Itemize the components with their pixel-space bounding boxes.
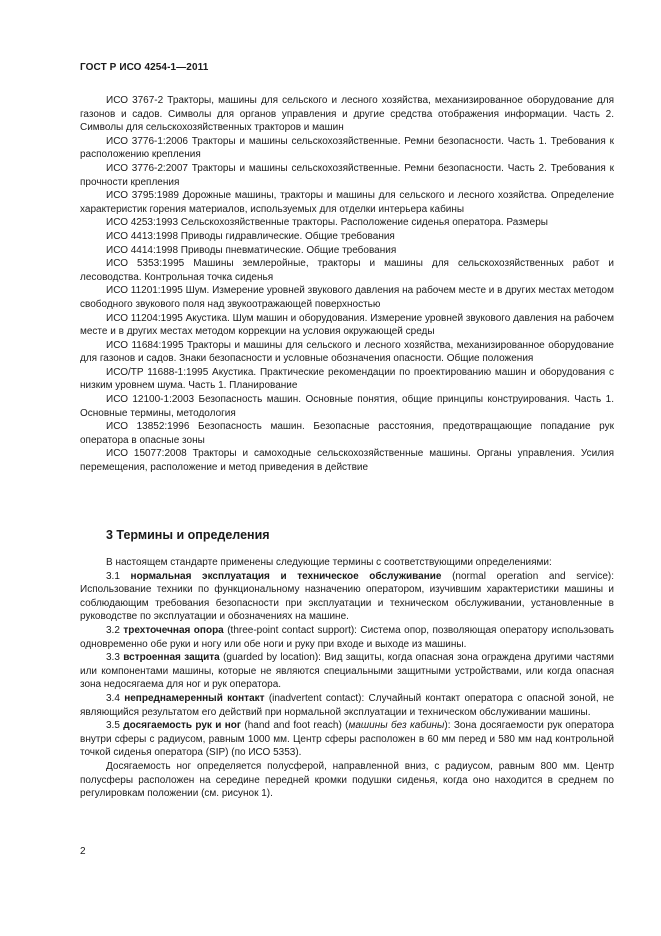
definition-text: Использование техники по функциональному назначению оператором, изучившим характеристики машины и соблюдающим требования безопасности при эксплуатации и техническом обслуживании, установленные в руководстве по эксплуатации и обозначениях на машине. <box>80 584 614 623</box>
definition-term: досягаемость рук и ног <box>123 720 242 732</box>
definition-3-5 <box>80 719 614 760</box>
definition-qualifier: машины без кабины <box>348 720 445 732</box>
reference-item: ИСО 11684:1995 Тракторы и машины для сельского и лесного хозяйства, механизированное оборудование для газонов и садов. Знаки безопасности и условные обозначения опасности. Общие положения <box>80 339 614 365</box>
definition-3-1 <box>80 570 614 624</box>
definition-term: встроенная защита <box>123 652 220 664</box>
definition-term: трехточечная опора <box>123 624 224 636</box>
definition-term: нормальная эксплуатация и техническое обслуживание <box>130 570 442 582</box>
definition-number: 3.3 <box>106 652 120 664</box>
reference-item: ИСО 15077:2008 Тракторы и самоходные сельскохозяйственные машины. Органы управления. Усилия перемещения, расположение и метод приведения в действие <box>80 448 614 474</box>
reference-item: ИСО 4414:1998 Приводы пневматические. Общие требования <box>106 244 397 256</box>
definition-number: 3.4 <box>106 692 120 704</box>
definition-term: непреднамеренный контакт <box>124 692 265 704</box>
reference-item: ИСО 4253:1993 Сельскохозяйственные тракторы. Расположение сиденья оператора. Размеры <box>106 217 548 229</box>
page-number: 2 <box>80 846 86 857</box>
definition-english: (normal operation and service): <box>441 570 614 582</box>
reference-item: ИСО 13852:1996 Безопасность машин. Безопасные расстояния, предотвращающие попадание рук оператора в опасные зоны <box>80 421 614 446</box>
definition-english: (guarded by location): <box>219 652 321 664</box>
definition-number: 3.2 <box>106 624 120 636</box>
definitions <box>80 556 614 801</box>
section-intro: В настоящем стандарте применены следующие термины с соответствующими определениями: <box>106 557 552 568</box>
reference-item: ИСО 11201:1995 Шум. Измерение уровней звукового давления на рабочем месте и в других местах методом свободного звукового поля над звукоотражающей поверхностью <box>80 285 614 310</box>
reference-item: ИСО 3795:1989 Дорожные машины, тракторы и машины для сельского и лесного хозяйства. Определение характеристик горения материалов, используемых для отделки интерьера кабины <box>80 190 614 215</box>
definition-text: Система опор, позволяющая оператору использовать одновременно обе руки и ногу или обе ноги и руку при входе и выходе из машины. <box>80 624 615 650</box>
definition-3-2 <box>80 624 614 651</box>
definition-english: (inadvertent contact): <box>264 692 365 704</box>
reference-item: ИСО 11204:1995 Акустика. Шум машин и оборудования. Измерение уровней звукового давления на рабочем месте и в других местах методом коррекции на условия окружающей среды <box>80 312 614 338</box>
reference-item: ИСО 5353:1995 Машины землеройные, тракторы и машины для сельскохозяйственных работ и лесоводства. Контрольная точка сиденья <box>80 258 614 283</box>
definition-3-3 <box>80 651 614 692</box>
reference-item: ИСО/ТР 11688-1:1995 Акустика. Практические рекомендации по проектированию машин и оборудования с низким уровнем шума. Часть 1. Планирование <box>80 366 614 392</box>
reference-item: ИСО 3767-2 Тракторы, машины для сельского и лесного хозяйства, механизированное оборудование для газонов и садов. Символы для органов управления и другие средства отображения информации. Часть 2. Символы для сельскохозяйственных тракторов и машин <box>80 95 614 134</box>
closing-paragraph: Досягаемость ног определяется полусферой, направленной вниз, с радиусом, равным 800 мм. Центр полусферы расположен на середине передней кромки подушки сиденья, когда оно находится в среднем по регулировкам положении (см. рисунок 1). <box>80 760 614 800</box>
reference-item: ИСО 12100-1:2003 Безопасность машин. Основные понятия, общие принципы конструирования. Часть 1. Основные термины, методология <box>80 394 614 419</box>
definition-number: 3.5 <box>106 720 120 732</box>
definition-english-close: ): <box>444 720 451 732</box>
reference-item: ИСО 3776-2:2007 Тракторы и машины сельскохозяйственные. Ремни безопасности. Часть 2. Требования к прочности крепления <box>80 162 614 188</box>
section-heading: 3 Термины и определения <box>106 528 270 542</box>
reference-item: ИСО 4413:1998 Приводы гидравлические. Общие требования <box>106 230 395 242</box>
definition-text: Зона досягаемости рук оператора внутри сферы с радиусом, равным 1000 мм. Центр сферы расположен в 60 мм перед и 580 мм над контрольной точкой сиденья оператора (SIP) (по ИСО 5353). <box>80 720 614 759</box>
document-header: ГОСТ Р ИСО 4254-1—2011 <box>80 62 209 73</box>
definition-english: (hand and foot reach) ( <box>241 720 349 732</box>
definition-number: 3.1 <box>106 570 120 582</box>
definition-text: Случайный контакт оператора с опасной зоной, не являющийся результатом его действий при нормальной эксплуатации и техническом обслуживании машины. <box>80 692 614 718</box>
normative-references <box>80 94 614 475</box>
definition-text: Вид защиты, когда опасная зона ограждена другими частями или компонентами машины, которые не являются специальными защитными устройствами, или когда опасная зона недосягаема для ног и рук оператора. <box>80 652 614 691</box>
definition-3-4 <box>80 692 614 719</box>
reference-item: ИСО 3776-1:2006 Тракторы и машины сельскохозяйственные. Ремни безопасности. Часть 1. Требования к расположению крепления <box>80 135 614 161</box>
definition-english: (three-point contact support): <box>223 624 357 636</box>
